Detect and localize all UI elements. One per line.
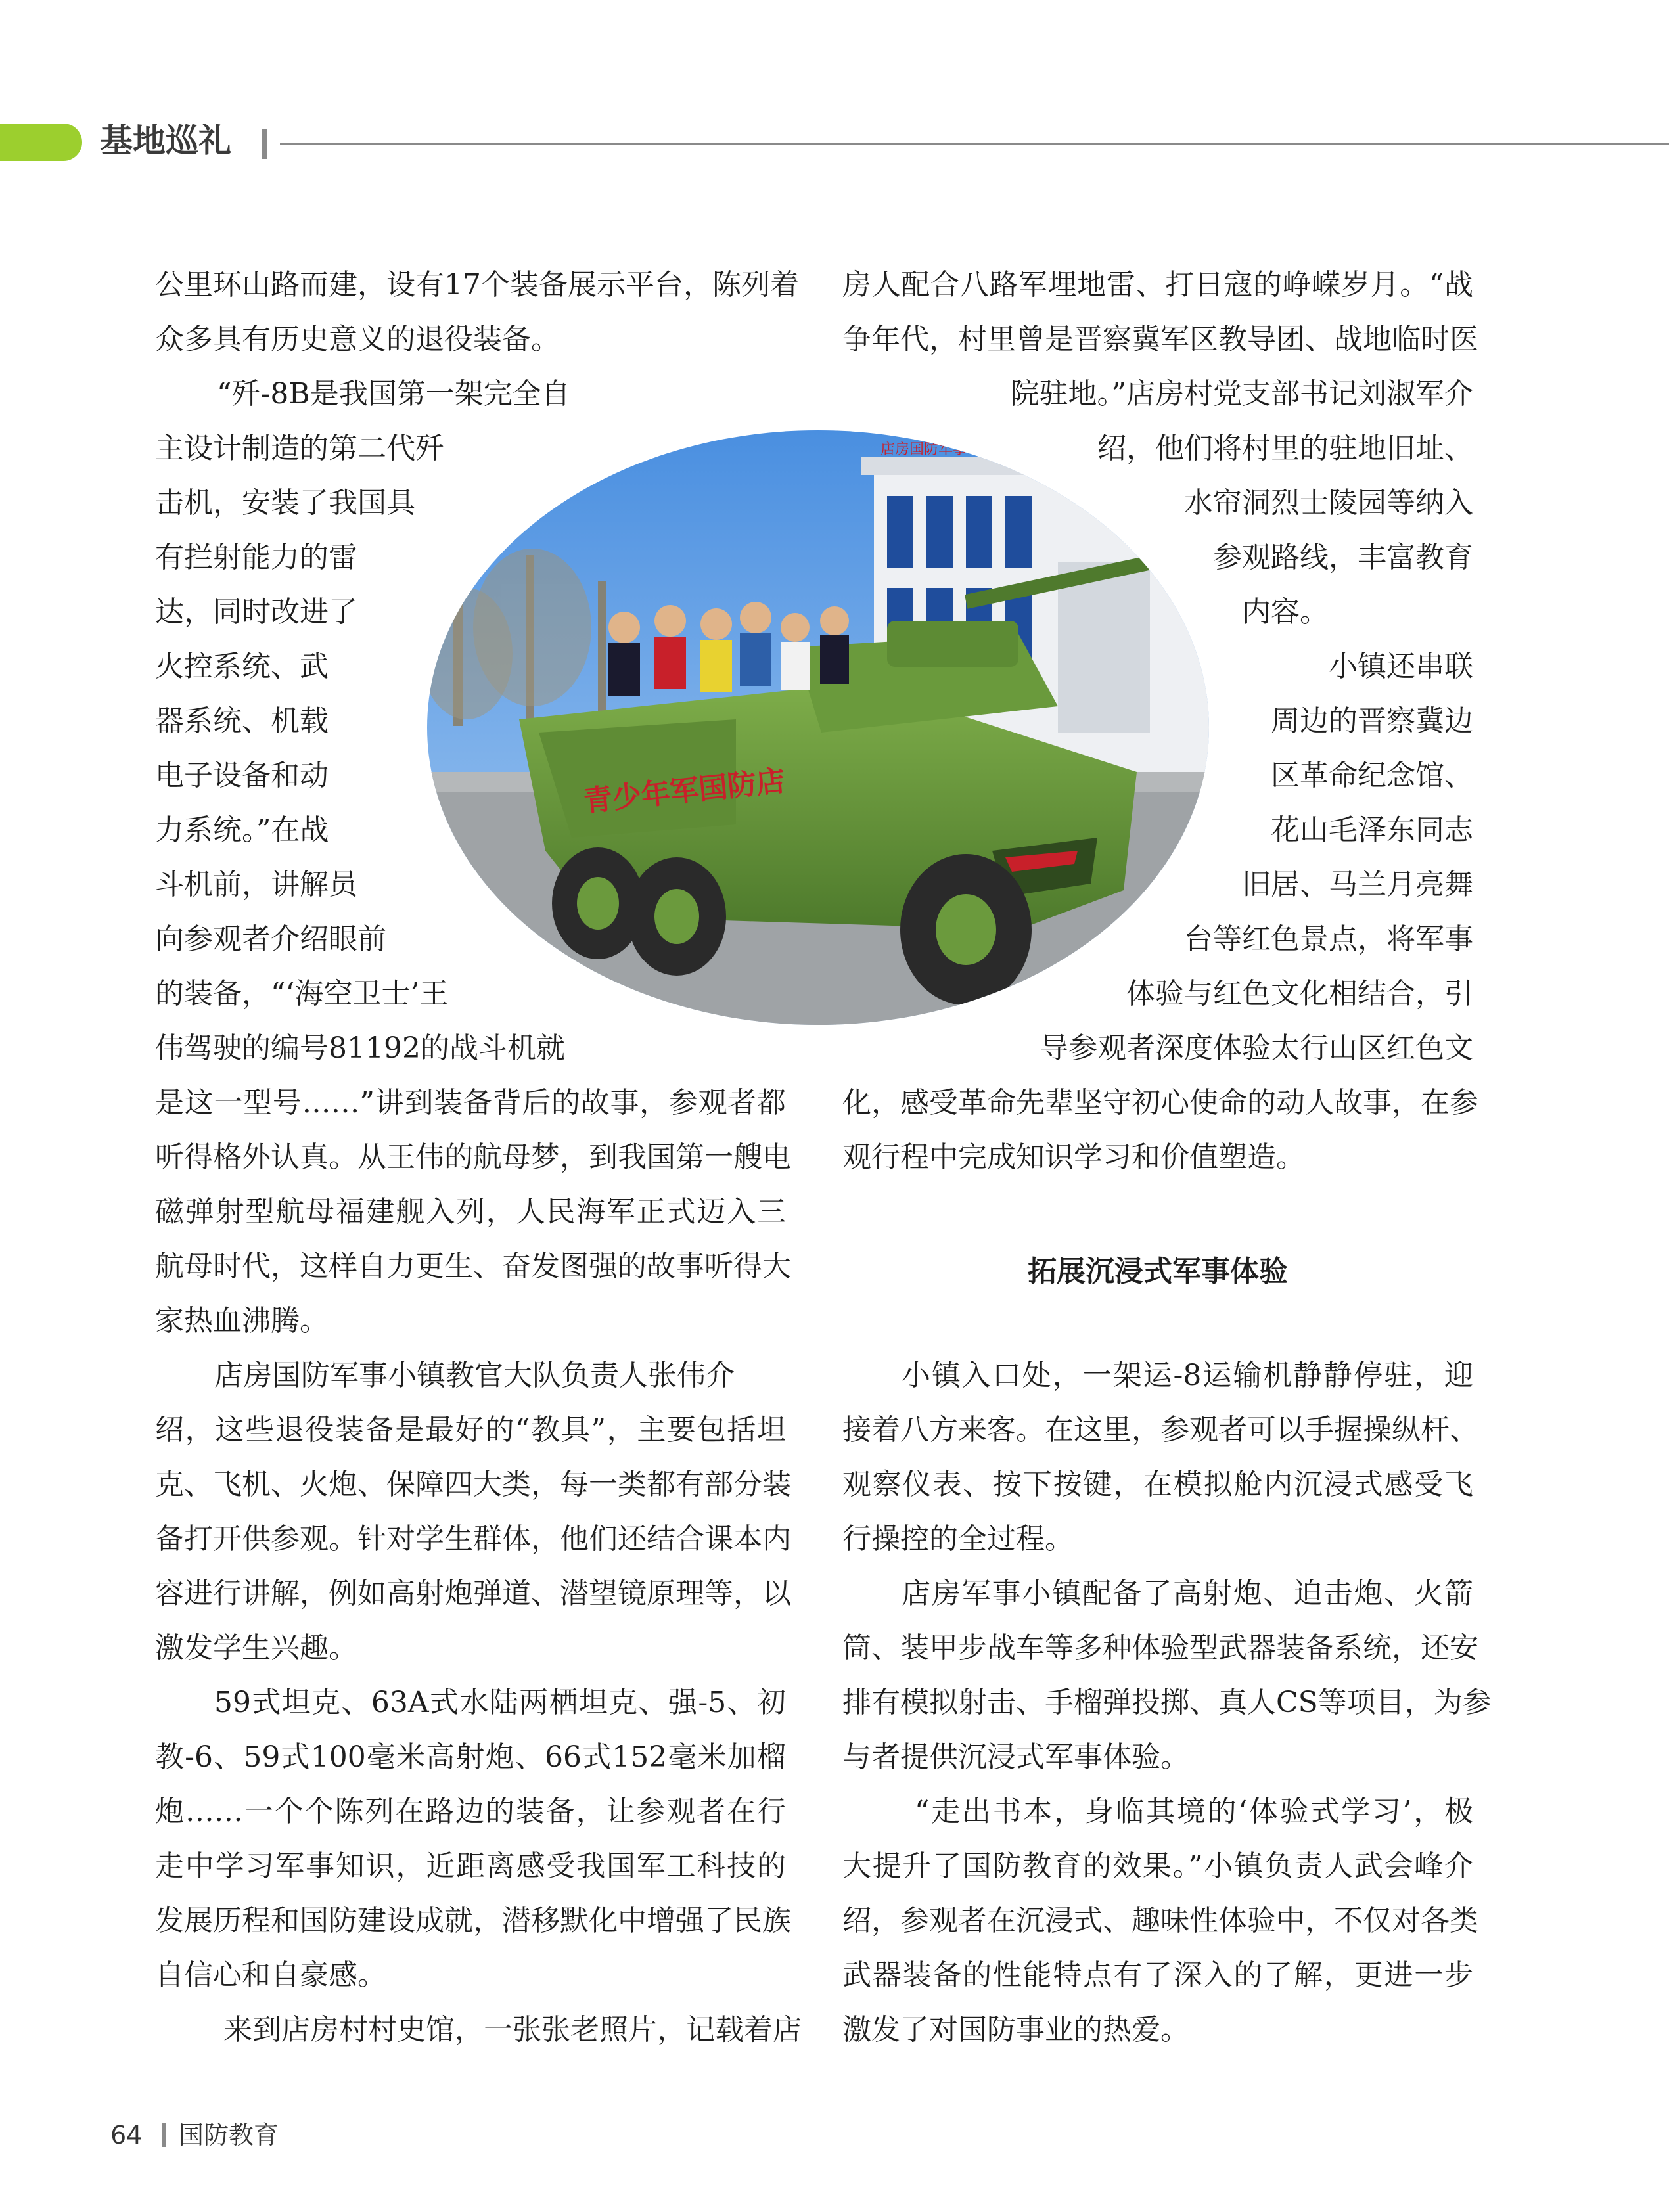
vehicle-banner: 青少年军国防店 xyxy=(582,764,787,819)
body-line: 有拦射能力的雷 xyxy=(155,541,357,574)
body-line: 行操控的全过程。 xyxy=(842,1522,1074,1556)
body-line: 公里环山路而建，设有17个装备展示平台，陈列着 xyxy=(155,268,799,302)
body-line: 达，同时改进了 xyxy=(155,595,357,629)
body-line: 容进行讲解，例如高射炮弹道、潜望镜原理等，以 xyxy=(155,1577,791,1610)
body-line: 自信心和自豪感。 xyxy=(155,1958,386,1992)
body-line: 内容。 xyxy=(1242,595,1329,629)
body-line: 与者提供沉浸式军事体验。 xyxy=(842,1740,1189,1774)
body-line: 伟驾驶的编号81192的战斗机就 xyxy=(155,1031,565,1065)
body-line: 炮……一个个陈列在路边的装备，让参观者在行 xyxy=(155,1795,786,1828)
body-line: 走中学习军事知识，近距离感受我国军工科技的 xyxy=(155,1849,786,1883)
body-line: 院驻地。”店房村党支部书记刘淑军介 xyxy=(1010,377,1473,411)
body-line: 航母时代，这样自力更生、奋发图强的故事听得大 xyxy=(155,1250,791,1283)
body-line: 是这一型号……”讲到装备背后的故事，参观者都 xyxy=(155,1086,786,1119)
body-line: 武器装备的性能特点有了深入的了解，更进一步 xyxy=(842,1958,1473,1992)
body-line: “走出书本，身临其境的‘体验式学习’，极 xyxy=(915,1795,1473,1828)
body-line: 小镇入口处，一架运-8运输机静静停驻，迎 xyxy=(902,1359,1473,1392)
body-line: 教-6、59式100毫米高射炮、66式152毫米加榴 xyxy=(155,1740,786,1774)
body-line: 观行程中完成知识学习和价值塑造。 xyxy=(842,1140,1305,1174)
body-line: 向参观者介绍眼前 xyxy=(155,922,386,956)
body-line: 听得格外认真。从王伟的航母梦，到我国第一艘电 xyxy=(155,1140,791,1174)
body-line: 水帘洞烈士陵园等纳入 xyxy=(1184,486,1473,520)
body-line: 力系统。”在战 xyxy=(155,813,329,847)
section-subheading: 拓展沉浸式军事体验 xyxy=(1028,1255,1288,1288)
body-line: 旧居、马兰月亮舞 xyxy=(1242,868,1473,901)
body-line: 绍，参观者在沉浸式、趣味性体验中，不仅对各类 xyxy=(842,1904,1478,1937)
body-line: 接着八方来客。在这里，参观者可以手握操纵杆、 xyxy=(842,1413,1478,1447)
armored-vehicle-photo xyxy=(427,430,1209,1025)
body-line: 来到店房村村史馆，一张张老照片，记载着店 xyxy=(223,2013,802,2046)
body-line: 化，感受革命先辈坚守初心使命的动人故事，在参 xyxy=(842,1086,1478,1119)
section-title: 基地巡礼 xyxy=(100,122,231,160)
body-line: 店房国防军事小镇教官大队负责人张伟介 xyxy=(214,1359,735,1392)
body-line: 区革命纪念馆、 xyxy=(1271,759,1473,792)
body-line: 斗机前，讲解员 xyxy=(155,868,357,901)
body-line: 争年代，村里曾是晋察冀军区教导团、战地临时医 xyxy=(842,323,1478,356)
body-line: 参观路线，丰富教育 xyxy=(1213,541,1473,574)
body-line: 器系统、机载 xyxy=(155,704,329,738)
body-line: 主设计制造的第二代歼 xyxy=(155,432,444,465)
body-line: 房人配合八路军埋地雷、打日寇的峥嵘岁月。“战 xyxy=(842,268,1473,302)
body-line: 筒、装甲步战车等多种体验型武器装备系统，还安 xyxy=(842,1631,1478,1665)
body-line: 激发了对国防事业的热爱。 xyxy=(842,2013,1189,2046)
body-line: 磁弹射型航母福建舰入列，人民海军正式迈入三 xyxy=(155,1195,786,1229)
body-line: 的装备，“‘海空卫士’王 xyxy=(155,977,449,1010)
header-rule xyxy=(280,143,1669,145)
body-line: 体验与红色文化相结合，引 xyxy=(1126,977,1473,1010)
body-line: 激发学生兴趣。 xyxy=(155,1631,357,1665)
body-line: 电子设备和动 xyxy=(155,759,329,792)
body-line: 火控系统、武 xyxy=(155,650,329,683)
body-line: 小镇还串联 xyxy=(1329,650,1473,683)
body-line: 发展历程和国防建设成就，潜移默化中增强了民族 xyxy=(155,1904,791,1937)
body-line: 周边的晋察冀边 xyxy=(1271,704,1473,738)
body-line: 排有模拟射击、手榴弹投掷、真人CS等项目，为参 xyxy=(842,1686,1492,1719)
header-divider-bar xyxy=(262,129,267,159)
body-line: 花山毛泽东同志 xyxy=(1271,813,1473,847)
body-line: 59式坦克、63A式水陆两栖坦克、强-5、初 xyxy=(214,1686,786,1719)
section-marker-pill xyxy=(0,124,82,161)
armored-vehicle-illustration xyxy=(427,430,1209,1025)
magazine-name: 国防教育 xyxy=(179,2121,279,2150)
footer-divider-bar xyxy=(162,2123,166,2147)
body-line: 导参观者深度体验太行山区红色文 xyxy=(1040,1031,1473,1065)
body-line: 店房军事小镇配备了高射炮、迫击炮、火箭 xyxy=(902,1577,1473,1610)
body-line: 众多具有历史意义的退役装备。 xyxy=(155,323,560,356)
body-line: 备打开供参观。针对学生群体，他们还结合课本内 xyxy=(155,1522,791,1556)
body-line: 绍，他们将村里的驻地旧址、 xyxy=(1097,432,1473,465)
building-banner: 店房国防军事小镇 xyxy=(880,441,997,458)
body-line: 观察仪表、按下按键，在模拟舱内沉浸式感受飞 xyxy=(842,1468,1473,1501)
body-line: “歼-8B是我国第一架完全自 xyxy=(217,377,570,411)
body-line: 台等红色景点，将军事 xyxy=(1184,922,1473,956)
body-line: 大提升了国防教育的效果。”小镇负责人武会峰介 xyxy=(842,1849,1473,1883)
body-line: 击机，安装了我国具 xyxy=(155,486,415,520)
body-line: 绍，这些退役装备是最好的“教具”，主要包括坦 xyxy=(155,1413,786,1447)
body-line: 家热血沸腾。 xyxy=(155,1304,329,1338)
page-number: 64 xyxy=(110,2121,143,2150)
body-line: 克、飞机、火炮、保障四大类，每一类都有部分装 xyxy=(155,1468,791,1501)
